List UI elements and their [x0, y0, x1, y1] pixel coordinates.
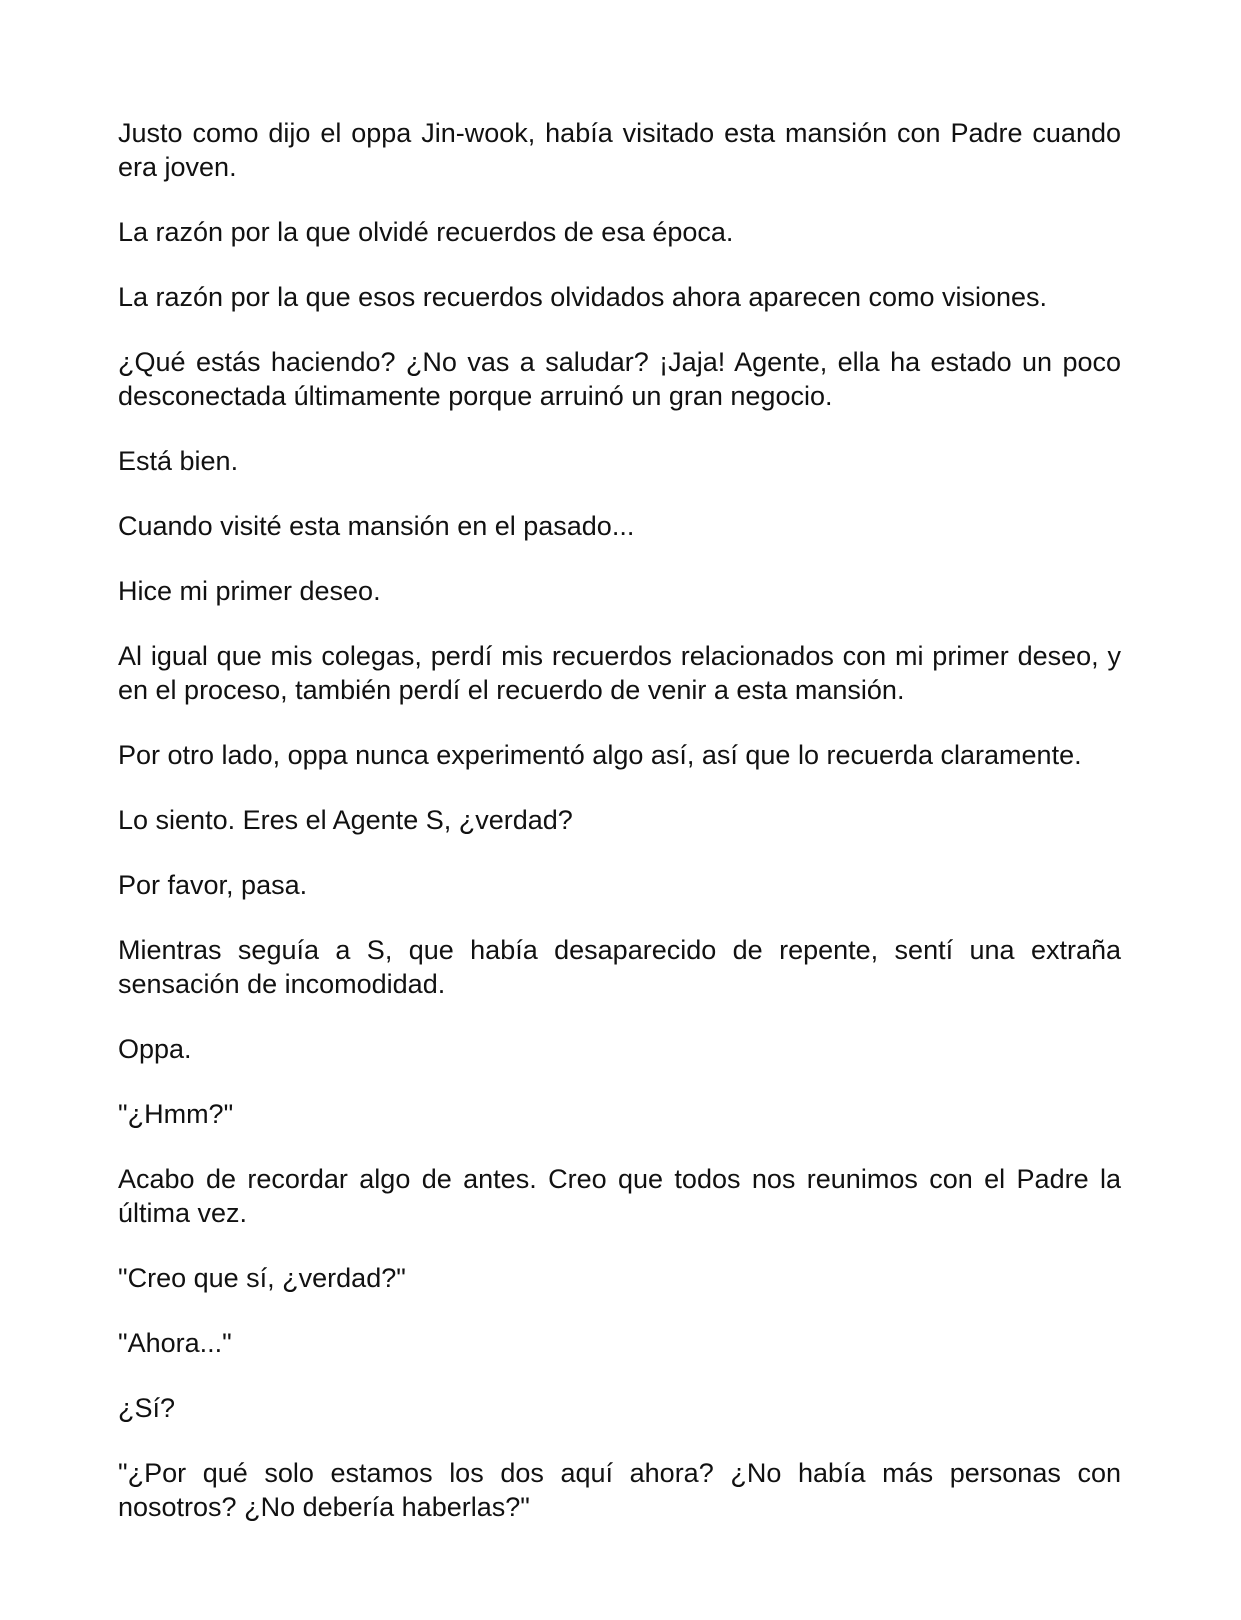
paragraph: Está bien. — [118, 446, 239, 476]
paragraph: Justo como dijo el oppa Jin-wook, había visitado esta mansión con Padre cuando era joven. — [118, 118, 1121, 182]
paragraph: ¿Sí? — [118, 1393, 176, 1423]
paragraph: Cuando visité esta mansión en el pasado... — [118, 511, 635, 541]
paragraph: Oppa. — [118, 1034, 192, 1064]
paragraph: La razón por la que esos recuerdos olvidados ahora aparecen como visiones. — [118, 282, 1048, 312]
paragraph: Hice mi primer deseo. — [118, 576, 381, 606]
paragraph: Acabo de recordar algo de antes. Creo que todos nos reunimos con el Padre la última vez. — [118, 1164, 1121, 1228]
paragraph: Al igual que mis colegas, perdí mis recuerdos relacionados con mi primer deseo, y en el proceso, también perdí el recuerdo de venir a esta mansión. — [118, 641, 1121, 705]
paragraph: Lo siento. Eres el Agente S, ¿verdad? — [118, 805, 573, 835]
paragraph: "Ahora..." — [118, 1328, 232, 1358]
paragraph: "¿Hmm?" — [118, 1099, 234, 1129]
document-body — [118, 116, 1121, 1555]
paragraph: "¿Por qué solo estamos los dos aquí ahora? ¿No había más personas con nosotros? ¿No debería haberlas?" — [118, 1458, 1121, 1522]
paragraph: Mientras seguía a S, que había desaparecido de repente, sentí una extraña sensación de incomodidad. — [118, 935, 1121, 999]
paragraph: "Creo que sí, ¿verdad?" — [118, 1263, 406, 1293]
paragraph: Por favor, pasa. — [118, 870, 308, 900]
paragraph: La razón por la que olvidé recuerdos de esa época. — [118, 217, 734, 247]
paragraph: ¿Qué estás haciendo? ¿No vas a saludar? ¡Jaja! Agente, ella ha estado un poco desconectada últimamente porque arruinó un gran negocio. — [118, 347, 1121, 411]
paragraph: Por otro lado, oppa nunca experimentó algo así, así que lo recuerda claramente. — [118, 740, 1082, 770]
